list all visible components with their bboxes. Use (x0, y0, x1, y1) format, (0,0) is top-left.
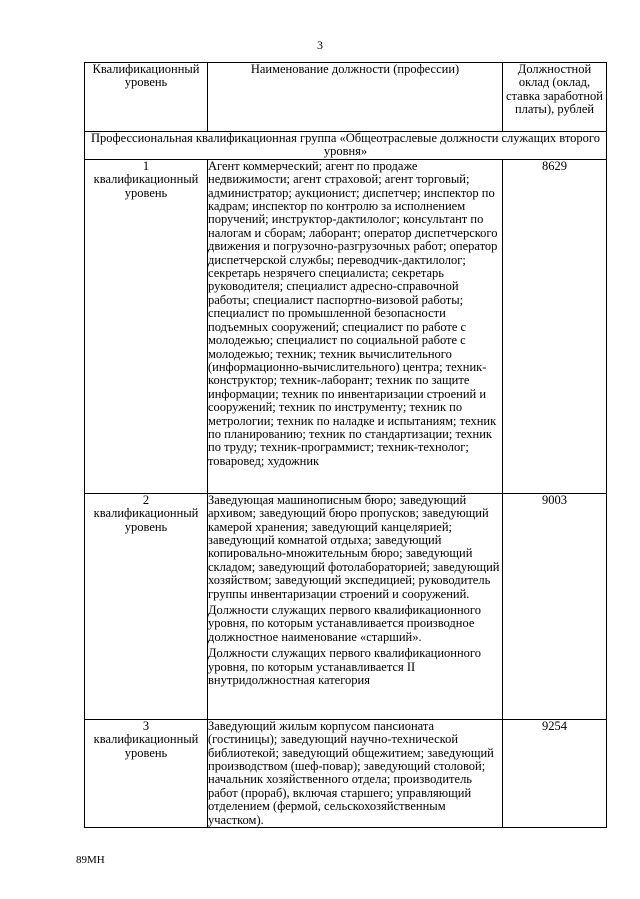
page-number: 3 (317, 38, 323, 52)
group-row (85, 132, 607, 160)
positions-cell (208, 493, 503, 719)
document-code: 89МН (76, 854, 105, 866)
header-position: Наименование должности (профессии) (208, 63, 503, 132)
table-row (85, 159, 607, 493)
table-row (85, 493, 607, 719)
salary-value: 9003 (503, 493, 607, 719)
positions-paragraph: Заведующий жилым корпусом пансионата (гостиницы); заведующий научно-технической библиотекой; заведующий общежитием; заведующий производством (шеф-повар); заведующий столовой; начальник хозяйственного отдела; производитель работ (прораб), включая старшего; управляющий отделением (фермой, сельскохозяйственным участком). (208, 718, 494, 827)
table-header-row (85, 63, 607, 132)
table-row (85, 719, 607, 827)
level-number: 2 (142, 492, 150, 507)
positions-paragraph: Должности служащих первого квалификационного уровня, по которым устанавливается II внутридолжностная категория (208, 646, 481, 688)
positions-cell (208, 159, 503, 493)
level-label: квалификационный уровень (93, 506, 199, 534)
positions-paragraph: Заведующая машинописным бюро; заведующий архивом; заведующий бюро пропусков; заведующий камерой хранения; заведующий канцелярией; заведующий комнатой отдыха; заведующий копировально-множительным бюро; заведующий складом; заведующий фотолабораторией; заведующий хозяйством; заведующий экспедицией; руководитель группы инвентаризации строений и сооружений. (208, 492, 500, 601)
salary-value: 8629 (503, 159, 607, 493)
positions-paragraph: Агент коммерческий; агент по продаже недвижимости; агент страховой; агент торговый; администратор; аукционист; диспетчер; инспектор по кадрам; инспектор по контролю за исполнением поручений; инструктор-дактилолог; консультант по налогам и сборам; лаборант; оператор диспетчерского движения и погрузочно-разгрузочных работ; оператор диспетчерской службы; переводчик-дактилолог; секретарь незрячего специалиста; секретарь руководителя; специалист адресно-справочной работы; специалист паспортно-визовой работы; специалист по промышленной безопасности подъемных сооружений; специалист по работе с молодежью; специалист по социальной работе с молодежью; техник; техник вычислительного (информационно-вычислительного) центра; техник-конструктор; техник-лаборант; техник по защите информации; техник по инвентаризации строений и сооружений; техник по инструменту; техник по метрологии; техник по наладке и испытаниям; техник по планированию; техник по стандартизации; техник по труду; техник-программист; техник-технолог; товаровед; художник (208, 158, 498, 468)
group-title: Профессиональная квалификационная группа «Общеотраслевые должности служащих второго уровня» (85, 132, 607, 160)
level-number: 3 (142, 718, 150, 733)
salary-value: 9254 (503, 719, 607, 827)
level-cell (85, 719, 208, 827)
level-label: квалификационный уровень (93, 172, 199, 200)
positions-cell (208, 719, 503, 827)
header-salary: Должностной оклад (оклад, ставка заработной платы), рублей (503, 63, 607, 132)
salary-table (84, 62, 607, 828)
level-label: квалификационный уровень (93, 732, 199, 760)
level-number: 1 (142, 158, 150, 173)
level-cell (85, 159, 208, 493)
positions-paragraph: Должности служащих первого квалификационного уровня, по которым устанавливается производное должностное наименование «старший». (208, 603, 481, 644)
level-cell (85, 493, 208, 719)
header-level: Квалификационный уровень (85, 63, 208, 132)
